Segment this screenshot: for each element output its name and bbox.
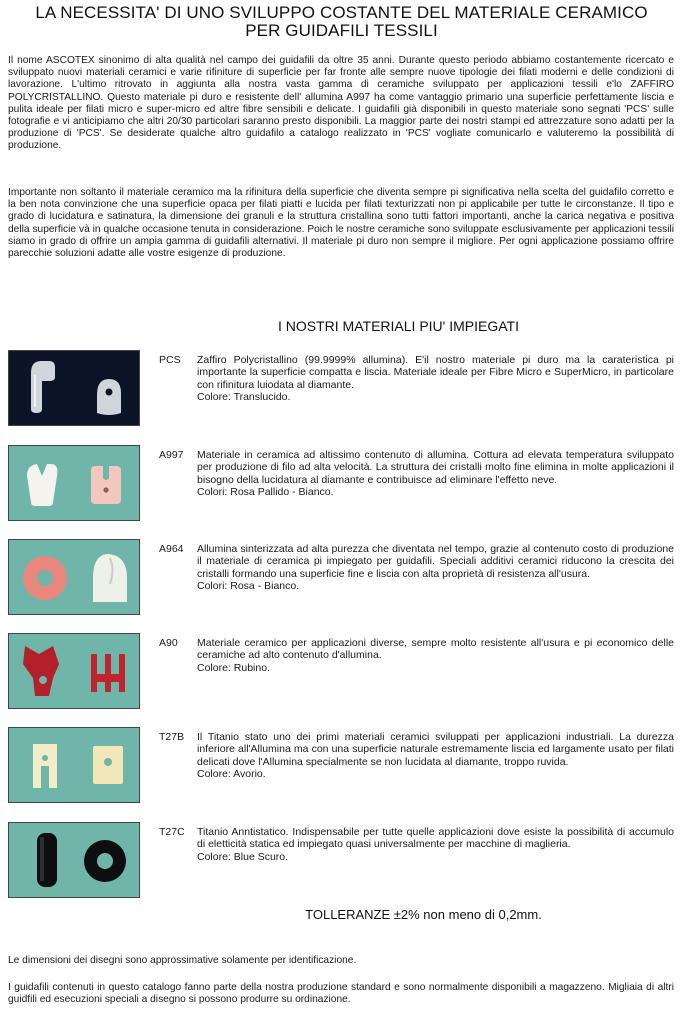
material-text-t27b: Il Titanio stato uno dei primi materiali ceramici sviluppati per applicazioni industriali. La durezza inferiore all'Allumina ma con una superficie naturale estremamente liscia ed largamente usato per filati delicati dove l'Allumina specialmente se non lucidata al diamante, troppo ruvida. [197, 731, 674, 768]
material-photo-a997 [8, 445, 140, 521]
material-text-t27c: Titanio Anntistatico. Indispensabile per tutte quelle applicazioni dove esiste la possibilità di accumulo di eletticità statica ed impiegato quasi universalmente per macchine di maglieria. [197, 826, 674, 851]
tolerance-note: TOLLERANZE ±2% non meno di 0,2mm. [305, 907, 542, 922]
white-pink-guides-icon [9, 446, 139, 520]
material-photo-a964 [8, 539, 140, 615]
material-row-a90 [8, 633, 674, 711]
footer-note-2: I guidafili contenuti in questo catalogo fanno parte della nostra produzione standard e sono normalmente disponibili a magazzeno. Migliaia di altri guidfili ed esecuzioni speciali a disegno si possono produrre su ordinazione. [8, 982, 674, 1006]
black-guides-icon [9, 823, 139, 897]
material-colors-a964: Colori: Rosa - Bianco. [197, 579, 300, 592]
material-photo-t27b [8, 727, 140, 803]
pink-ring-guides-icon [9, 540, 139, 614]
material-description-t27b [197, 731, 674, 780]
ivory-guides-icon [9, 728, 139, 802]
materials-section-title: I NOSTRI MATERIALI PIU' IMPIEGATI [278, 318, 519, 334]
material-text-a964: Allumina sinterizzata ad alta purezza che diventata nel tempo, grazie al contenuto costo di produzione il materiale di ceramica pi impiegato per guidafili. Speciali additivi ceramici riducono la crescita dei cristalli formando una superficie fine e liscia con alta proprietà di resistenza all'usura. [197, 543, 674, 580]
material-code-a964: A964 [159, 543, 184, 555]
material-row-t27b [8, 727, 674, 805]
footer-note-1: Le dimensioni dei disegni sono approssimative solamente per identificazione. [8, 955, 357, 966]
material-code-a997: A997 [159, 449, 184, 461]
material-description-a90 [197, 637, 674, 674]
material-photo-pcs [8, 350, 140, 426]
intro-paragraph-2: Importante non soltanto il materiale ceramico ma la rifinitura della superficie che diventa sempre pi significativa nella scelta del guidafilo corretto e la ben nota convinzione che una superficie opaca per filati piatti e lucida per filati texturizzati non pi applicabile per tutte le circonstanze. Il tipo e grado di lucidatura e satinatura, la dimensione dei granuli e la struttura cristallina sono tutti fattori importanti, anche la carica negativa e positiva della superficie và in qualche occasione tenuta in considerazione. Poich le nostre ceramiche sono sviluppate esclusivamente per applicazioni tessili siamo in grado di offrire un ampia gamma di guidafili alternativi. Il materiale pi duro non sempre il migliore. Per ogni applicazione possiamo offrire parecchie soluzioni adatte alle vostre esigenze di produzione. [8, 187, 674, 260]
material-description-t27c [197, 826, 674, 863]
material-photo-t27c [8, 822, 140, 898]
material-code-a90: A90 [159, 637, 178, 649]
material-code-pcs: PCS [159, 354, 181, 366]
material-text-a90: Materiale ceramico per applicazioni diverse, sempre molto resistente all'usura e pi economico delle ceramiche ad alto contenuto d'allumina. [197, 637, 674, 662]
translucent-guides-icon [9, 351, 139, 425]
material-description-pcs [197, 354, 674, 403]
material-colors-t27b: Colore: Avorio. [197, 767, 266, 780]
material-colors-t27c: Colore: Blue Scuro. [197, 850, 289, 863]
material-colors-pcs: Colore: Translucido. [197, 390, 291, 403]
material-description-a997 [197, 449, 674, 498]
ruby-guides-icon [9, 634, 139, 708]
material-row-pcs [8, 350, 674, 428]
material-photo-a90 [8, 633, 140, 709]
material-row-a964 [8, 539, 674, 617]
material-row-t27c [8, 822, 674, 900]
material-colors-a90: Colore: Rubino. [197, 661, 270, 674]
intro-paragraph-1: Il nome ASCOTEX sinonimo di alta qualità nel campo dei guidafili da oltre 35 anni. Durante questo periodo abbiamo costantemente ricercato e sviluppato nuovi materiali ceramici e varie rifiniture di superficie per far fronte alle sempre nuove tipologie dei filati moderni e delle condizioni di lavorazione. L'ultimo ritrovato in aggiunta alla nostra vasta gamma di ceramiche sviluppato per applicazioni tessili e'lo ZAFFIRO POLYCRISTALLINO. Questo materiale pi duro e resistente dell' allumina A997 ha come vantaggio primario una superficie perfettamente liscia e pulita ideale per filati micro e super-micro ed altre fibre sensibili e delicate. I guidafili già disponibili in questo materiale sono segnati 'PCS' sulle fotografie e vi anticipiamo che altri 20/30 particolari saranno presto disponibili. La maggior parte dei nostri stampi ed attrezzature sono adatti per la produzione di 'PCS'. Se desiderate qualche altro guidafilo a catalogo realizzato in 'PCS' vogliate comunicarlo e valuteremo la possibilità di produzione. [8, 55, 674, 152]
material-code-t27c: T27C [159, 826, 185, 838]
material-row-a997 [8, 445, 674, 523]
material-description-a964 [197, 543, 674, 592]
material-text-pcs: Zaffiro Polycristallino (99.9999% allumina). E'il nostro materiale pi duro ma la carateristica pi importante la superficie compatta e liscia. Materiale ideale per Fibre Micro e SuperMicro, in particolare con rifinitura luiodata al diamante. [197, 354, 674, 391]
title-line-2: PER GUIDAFILI TESSILI [245, 21, 438, 40]
title-line-1: LA NECESSITA' DI UNO SVILUPPO COSTANTE DEL MATERIALE CERAMICO [35, 3, 648, 22]
material-colors-a997: Colori: Rosa Pallido - Bianco. [197, 485, 334, 498]
page-title [0, 4, 683, 40]
material-text-a997: Materiale in ceramica ad altissimo contenuto di allumina. Cottura ad elevata temperatura sviluppato per produzione di filo ad alta velocità. La struttura dei cristalli molto fine elimina in molte applicazioni il bisogno della lucidatura al diamante e contribuisce ad eliminare l'effetto neve. [197, 449, 674, 486]
material-code-t27b: T27B [159, 731, 185, 743]
